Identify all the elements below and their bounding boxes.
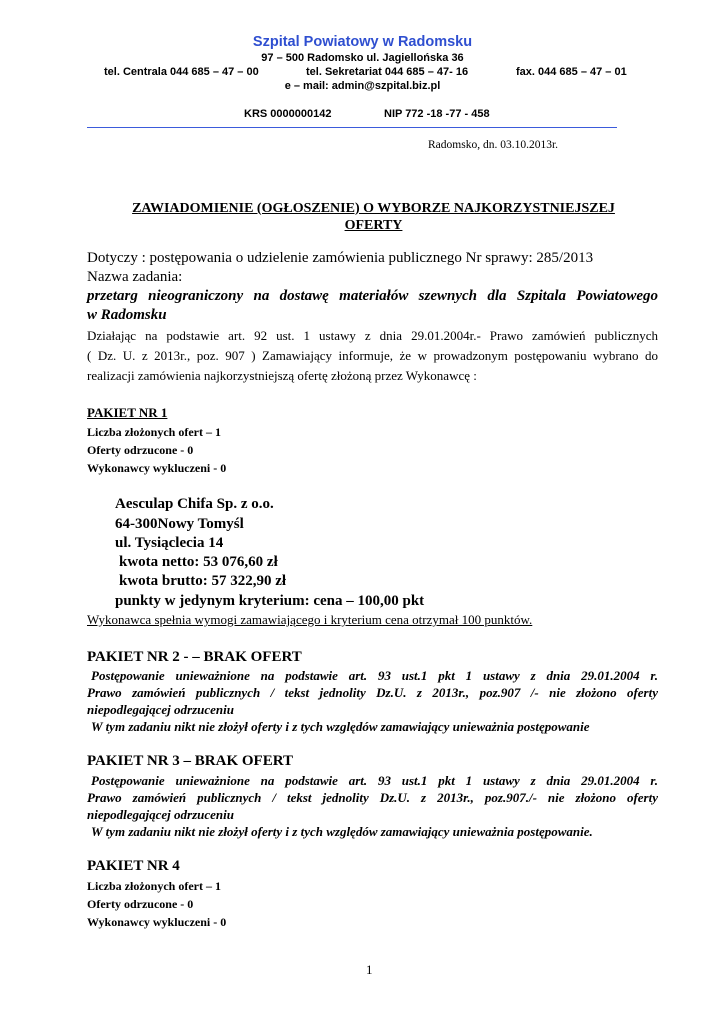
krs-number: KRS 0000000142: [244, 108, 332, 120]
pakiet-4-offers-count: Liczba złożonych ofert – 1: [87, 879, 221, 893]
pakiet-3-line-2: Prawo zamówień publicznych / tekst jednolity Dz.U. z 2013r., poz.907./- nie złożono oferty: [87, 790, 658, 805]
pakiet-1-offers-count: Liczba złożonych ofert – 1: [87, 425, 221, 439]
hospital-name: Szpital Powiatowy w Radomsku: [252, 34, 473, 50]
page-number: 1: [366, 962, 373, 977]
pakiet-1-excluded: Wykonawcy wykluczeni - 0: [87, 461, 227, 475]
document-date: Radomsko, dn. 03.10.2013r.: [428, 139, 559, 151]
task-name-label: Nazwa zadania:: [87, 269, 183, 285]
nip-number: NIP 772 -18 -77 - 458: [384, 108, 490, 120]
winner-name: Aesculap Chifa Sp. z o.o.: [115, 496, 274, 512]
pakiet-4-excluded: Wykonawcy wykluczeni - 0: [87, 915, 227, 929]
concerns-line: Dotyczy : postępowania o udzielenie zamówienia publicznego Nr sprawy: 285/2013: [87, 250, 594, 266]
gross-amount: kwota brutto: 57 322,90 zł: [119, 573, 287, 589]
winner-city: 64-300Nowy Tomyśl: [115, 516, 244, 532]
task-name-line-2: w Radomsku: [87, 307, 167, 323]
legal-basis-line-3: realizacji zamówienia najkorzystniejszą ofertę złożoną przez Wykonawcę :: [87, 368, 477, 383]
document-title: [87, 200, 660, 234]
title-line-1: ZAWIADOMIENIE (OGŁOSZENIE) O WYBORZE NAJKORZYSTNIEJSZEJ: [132, 201, 615, 216]
net-amount: kwota netto: 53 076,60 zł: [119, 554, 278, 570]
pakiet-2-line-3: niepodlegającej odrzuceniu: [87, 702, 234, 717]
pakiet-3-heading: PAKIET NR 3 – BRAK OFERT: [87, 753, 294, 769]
hospital-address: 97 – 500 Radomsko ul. Jagiellońska 36: [261, 52, 464, 64]
pakiet-2-heading: PAKIET NR 2 - – BRAK OFERT: [87, 649, 302, 665]
criterion-points: punkty w jedynym kryterium: cena – 100,00 pkt: [115, 593, 425, 609]
legal-basis-line-2: ( Dz. U. z 2013r., poz. 907 ) Zamawiający informuje, że w prowadzonym postępowaniu wybrano do: [87, 348, 658, 363]
pakiet-2-line-1: Postępowanie unieważnione na podstawie art. 93 ust.1 pkt 1 ustawy z dnia 29.01.2004 r.: [91, 668, 658, 683]
pakiet-3-line-4: W tym zadaniu nikt nie złożył oferty i z tych względów zamawiający unieważnia postępowanie.: [91, 824, 593, 839]
pakiet-4-rejected: Oferty odrzucone - 0: [87, 897, 194, 911]
pakiet-2-line-2: Prawo zamówień publicznych / tekst jednolity Dz.U. z 2013r., poz.907 /- nie złożono oferty: [87, 685, 658, 700]
legal-basis-line-1: Działając na podstawie art. 92 ust. 1 ustawy z dnia 29.01.2004r.- Prawo zamówień publicznych: [87, 328, 658, 343]
pakiet-3-line-1: Postępowanie unieważnione na podstawie art. 93 ust.1 pkt 1 ustawy z dnia 29.01.2004 r.: [91, 773, 658, 788]
pakiet-3-line-3: niepodlegającej odrzuceniu: [87, 807, 234, 822]
task-name-line-1: przetarg nieograniczony na dostawę materiałów szewnych dla Szpitala Powiatowego: [87, 288, 658, 304]
winner-statement: Wykonawca spełnia wymogi zamawiającego i kryterium cena otrzymał 100 punktów.: [87, 612, 533, 627]
pakiet-2-line-4: W tym zadaniu nikt nie złożył oferty i z tych względów zamawiający unieważnia postępowanie: [91, 719, 590, 734]
fax-number: fax. 044 685 – 47 – 01: [516, 66, 627, 78]
email-address: e – mail: admin@szpital.biz.pl: [284, 80, 441, 92]
tel-central: tel. Centrala 044 685 – 47 – 00: [104, 66, 259, 78]
winner-street: ul. Tysiąclecia 14: [115, 535, 224, 551]
header-divider: [87, 127, 617, 128]
tel-secretariat: tel. Sekretariat 044 685 – 47- 16: [306, 66, 469, 78]
pakiet-1-heading: PAKIET NR 1: [87, 405, 168, 420]
pakiet-4-heading: PAKIET NR 4: [87, 858, 180, 874]
pakiet-1-rejected: Oferty odrzucone - 0: [87, 443, 194, 457]
title-line-2: OFERTY: [344, 218, 403, 233]
